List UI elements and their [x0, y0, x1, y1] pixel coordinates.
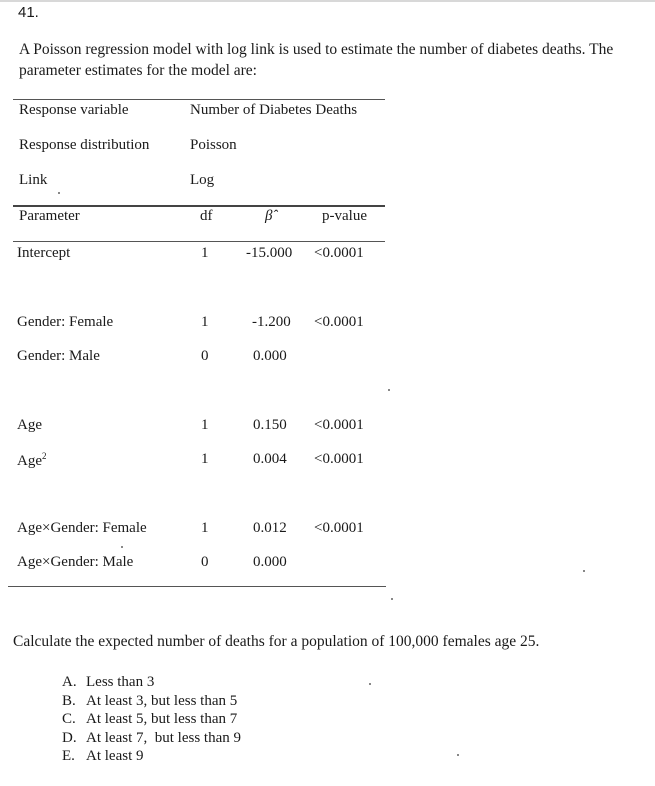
choice-letter: A. — [62, 674, 77, 690]
model-value-link: Log — [190, 172, 215, 188]
row-beta: 0.000 — [253, 554, 287, 570]
header-parameter: Parameter — [19, 208, 80, 224]
intro-text: A Poisson regression model with log link is used to estimate the number of diabetes deaths. The parameter estimates for the model are: — [19, 41, 614, 79]
speck — [369, 683, 371, 685]
row-parameter: Gender: Male — [17, 348, 100, 364]
row-df: 1 — [201, 417, 209, 433]
choice-b[interactable] — [62, 692, 241, 711]
top-border — [0, 0, 655, 2]
row-pvalue: <0.0001 — [314, 417, 364, 433]
choice-text: At least 7, but less than 9 — [86, 729, 241, 746]
header-pvalue: p-value — [322, 208, 367, 224]
row-parameter: Gender: Female — [17, 314, 114, 330]
row-df: 1 — [201, 520, 209, 536]
row-pvalue: <0.0001 — [314, 245, 364, 261]
row-beta: 0.012 — [253, 520, 287, 536]
header-top-rule — [13, 205, 385, 207]
table-bottom-rule — [8, 586, 386, 587]
row-df: 1 — [201, 314, 209, 330]
table-top-rule — [13, 99, 385, 100]
row-pvalue: <0.0001 — [314, 520, 364, 536]
choice-text: At least 5, but less than 7 — [86, 711, 238, 727]
header-bottom-rule — [13, 241, 385, 242]
model-label-response-variable: Response variable — [19, 102, 129, 118]
superscript: 2 — [42, 451, 47, 461]
row-parameter: Intercept — [17, 245, 71, 261]
choice-text: At least 9 — [86, 748, 144, 764]
choice-c[interactable] — [62, 710, 241, 729]
speck — [391, 598, 393, 600]
choice-letter: E. — [62, 748, 75, 764]
row-beta: 0.004 — [253, 451, 287, 467]
choice-letter: C. — [62, 711, 76, 727]
choice-text: Less than 3 — [86, 674, 155, 690]
choice-letter: B. — [62, 692, 76, 709]
row-df: 0 — [201, 348, 209, 364]
row-beta: 0.150 — [253, 417, 287, 433]
row-df: 1 — [201, 451, 209, 467]
speck — [58, 192, 60, 194]
row-parameter: Age — [17, 417, 42, 433]
answer-choices — [62, 673, 241, 766]
choice-text: At least 3, but less than 5 — [86, 692, 238, 709]
choice-d[interactable] — [62, 729, 241, 748]
model-value-response-distribution: Poisson — [190, 137, 237, 153]
speck — [388, 389, 390, 391]
speck — [457, 754, 459, 756]
choice-e[interactable] — [62, 747, 241, 766]
row-pvalue: <0.0001 — [314, 451, 364, 467]
row-beta: -15.000 — [246, 245, 293, 261]
question-number: 41. — [18, 4, 39, 21]
row-parameter: Age×Gender: Female — [17, 520, 147, 536]
model-label-response-distribution: Response distribution — [19, 137, 150, 153]
header-df: df — [200, 208, 213, 224]
choice-a[interactable] — [62, 673, 241, 692]
speck — [583, 570, 585, 572]
model-value-response-variable: Number of Diabetes Deaths — [190, 102, 358, 118]
speck — [121, 546, 123, 548]
row-beta: 0.000 — [253, 348, 287, 364]
row-pvalue: <0.0001 — [314, 314, 364, 330]
row-beta: -1.200 — [252, 314, 291, 330]
row-parameter: Age×Gender: Male — [17, 554, 134, 570]
question-text: Calculate the expected number of deaths for a population of 100,000 females age 25. — [13, 633, 540, 650]
model-label-link: Link — [19, 172, 48, 188]
choice-letter: D. — [62, 729, 77, 746]
row-df: 0 — [201, 554, 209, 570]
header-beta: β̂ — [265, 208, 273, 224]
row-df: 1 — [201, 245, 209, 261]
row-parameter: Age$^2$ — [17, 451, 47, 469]
